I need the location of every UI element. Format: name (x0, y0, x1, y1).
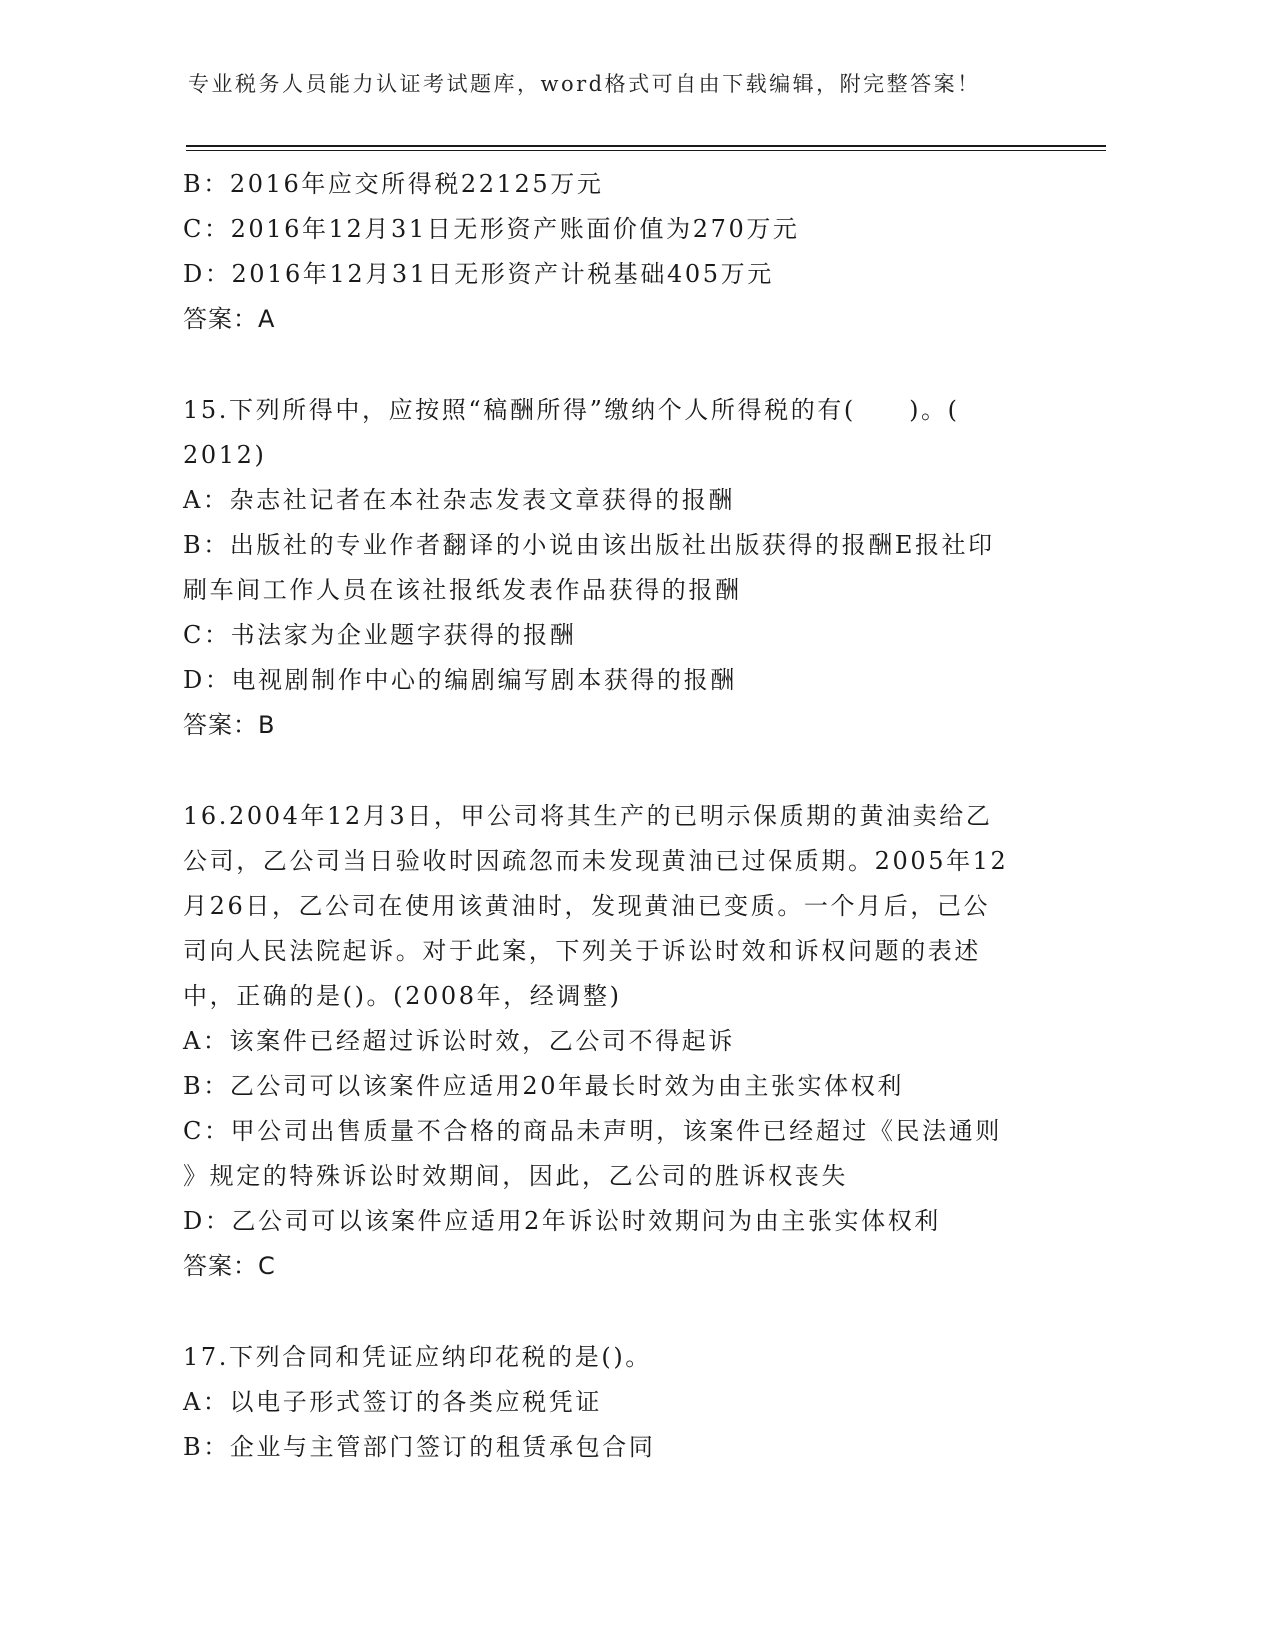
spacer (183, 342, 1063, 388)
q14-option-c: C：2016年12月31日无形资产账面价值为270万元 (183, 215, 800, 243)
q14-option-b: B：2016年应交所得税22125万元 (183, 170, 604, 198)
q16-option-c-cont: 》规定的特殊诉讼时效期间，因此，乙公司的胜诉权丧失 (183, 1162, 848, 1190)
header-rule (186, 145, 1106, 147)
q15-option-b: B：出版社的专业作者翻译的小说由该出版社出版获得的报酬E报社印 (183, 531, 995, 559)
q14-option-d: D：2016年12月31日无形资产计税基础405万元 (183, 260, 774, 288)
q15-answer: 答案：B (183, 711, 276, 739)
q16-answer: 答案：C (183, 1252, 276, 1280)
header-rule-thin (186, 150, 1106, 151)
q16-option-d: D：乙公司可以该案件应适用2年诉讼时效期问为由主张实体权利 (183, 1207, 941, 1235)
q16-option-b: B：乙公司可以该案件应适用20年最长时效为由主张实体权利 (183, 1072, 904, 1100)
q15-stem-line-1: 15.下列所得中，应按照“稿酬所得”缴纳个人所得税的有( )。( (183, 396, 960, 424)
q17-option-b: B：企业与主管部门签订的租赁承包合同 (183, 1433, 656, 1461)
q15-option-c: C：书法家为企业题字获得的报酬 (183, 621, 577, 649)
spacer (183, 1289, 1063, 1335)
q16-stem-line-3: 月26日，乙公司在使用该黄油时，发现黄油已变质。一个月后，己公 (183, 892, 991, 920)
q15-option-d: D：电视剧制作中心的编剧编写剧本获得的报酬 (183, 666, 737, 694)
q15-option-a: A：杂志社记者在本社杂志发表文章获得的报酬 (183, 486, 735, 514)
q16-stem-line-1: 16.2004年12月3日，甲公司将其生产的已明示保质期的黄油卖给乙 (183, 802, 993, 830)
q16-option-a: A：该案件已经超过诉讼时效，乙公司不得起诉 (183, 1027, 735, 1055)
q17-stem-line-1: 17.下列合同和凭证应纳印花税的是()。 (183, 1343, 652, 1371)
q17-option-a: A：以电子形式签订的各类应税凭证 (183, 1388, 602, 1416)
q15-stem-line-2: 2012) (183, 441, 267, 469)
q16-stem-line-2: 公司，乙公司当日验收时因疏忽而未发现黄油已过保质期。2005年12 (183, 847, 1009, 875)
page-header: 专业税务人员能力认证考试题库，word格式可自由下载编辑，附完整答案！ (188, 72, 981, 96)
spacer (183, 748, 1063, 794)
q16-stem-line-5: 中，正确的是()。(2008年，经调整) (183, 982, 622, 1010)
q15-option-b-cont: 刷车间工作人员在该社报纸发表作品获得的报酬 (183, 576, 742, 604)
q14-answer: 答案：A (183, 305, 276, 333)
q16-stem-line-4: 司向人民法院起诉。对于此案，下列关于诉讼时效和诉权问题的表述 (183, 937, 981, 965)
question-content (183, 162, 1063, 1470)
q16-option-c: C：甲公司出售质量不合格的商品未声明，该案件已经超过《民法通则 (183, 1117, 1002, 1145)
